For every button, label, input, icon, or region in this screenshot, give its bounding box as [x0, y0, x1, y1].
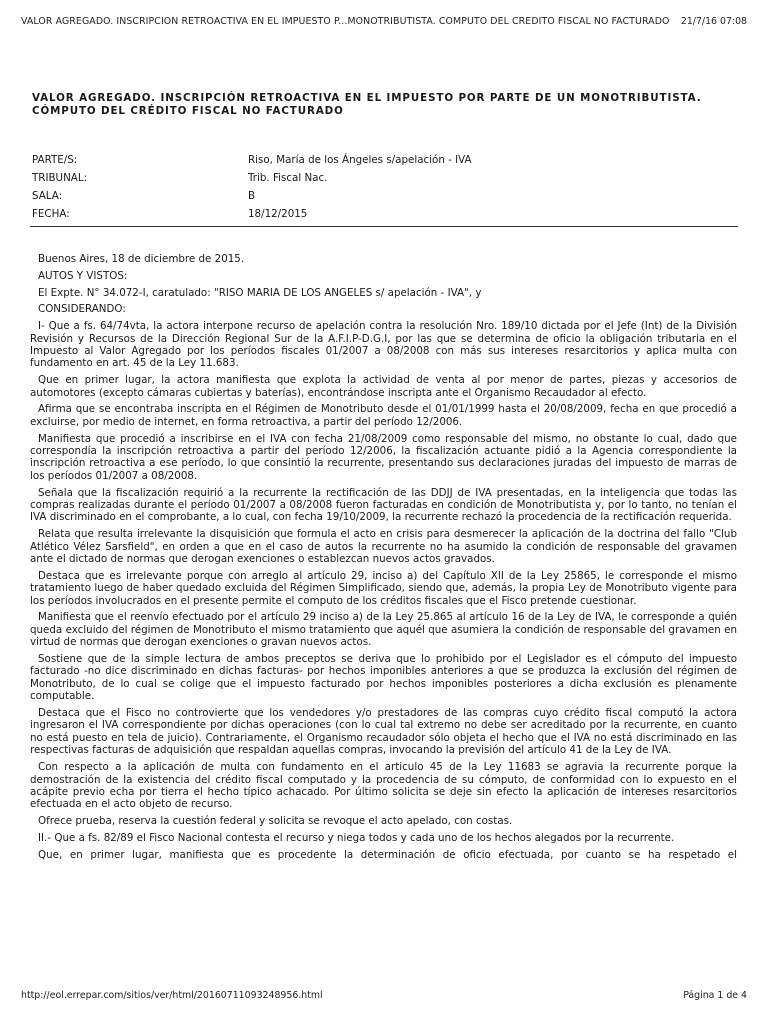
paragraph: Señala que la fiscalización requirió a la recurrente la rectificación de las DDJJ de IVA presentadas, en la inteligencia que todas las compras realizadas durante el período 01/2007 a 08/2008 fueron facturadas en condición de Monotributista y, por lo tanto, no tenían el IVA discriminado en el comprobante, a lo cual, con fecha 19/10/2009, la recurrente rechazó la procedencia de la rectificación requerida.	[30, 486, 737, 524]
meta-value: Trib. Fiscal Nac.	[248, 172, 328, 184]
paragraph: Destaca que el Fisco no controvierte que los vendedores y/o prestadores de las compras cuyo crédito fiscal computó la actora ingresaron el IVA correspondiente por dichas operaciones (con lo cual tal extremo no debe ser acreditado por la recurrente, en cuanto no está puesto en tela de juicio). Contrariamente, el Organismo recaudador sólo objeta el hecho que el IVA no está discriminado en las respectivas facturas de adquisición que respaldan aquellas compras, invocando la previsión del artículo 41 de la Ley de IVA.	[30, 707, 737, 757]
paragraph: Ofrece prueba, reserva la cuestión federal y solicita se revoque el acto apelado, con costas.	[38, 815, 513, 828]
print-header-title: VALOR AGREGADO. INSCRIPCION RETROACTIVA EN EL IMPUESTO P...MONOTRIBUTISTA. COMPUTO DEL CREDITO FISCAL NO FACTURADO	[21, 16, 670, 27]
paragraph: Destaca que es irrelevante porque con arreglo al artículo 29, inciso a) del Capítulo XII de la Ley 25865, le corresponde el mismo tratamiento luego de haber quedado excluida del Régimen Simplificado, siendo que, además, la propia Ley de Monotributo vigente para los períodos involucrados en el presente permite el computo de los créditos fiscales que el Fisco pretende cuestionar.	[30, 569, 737, 607]
paragraph-considerando: CONSIDERANDO:	[38, 303, 126, 316]
paragraph: Con respecto a la aplicación de multa con fundamento en el articulo 45 de la Ley 11683 se agravia la recurrente porque la demostración de la existencia del crédito fiscal computado y la procedencia de su cómputo, de conformidad con lo expuesto en el acápite previo echa por tierra el hecho típico achacado. Por último solicita se deje sin efecto la aplicación de intereses resarcitorios efectuada en el acto objeto de recurso.	[30, 761, 737, 811]
paragraph: I- Que a fs. 64/74vta, la actora interpone recurso de apelación contra la resolución Nro. 189/10 dictada por el Jefe (Int) de la División Revisión y Recursos de la Dirección Regional Sur de la A.F.I.P-D.G.I, por las que se determina de oficio la obligación tributaria en el Impuesto al Valor Agregado por los períodos fiscales 01/2007 a 08/2008 con más sus intereses resarcitorios y aplica multa con fundamento en art. 45 de la Ley 11.683.	[30, 320, 737, 370]
paragraph-case-file: El Expte. N° 34.072-I, caratulado: "RISO MARIA DE LOS ANGELES s/ apelación - IVA", y	[38, 286, 482, 299]
meta-value: B	[248, 190, 256, 202]
paragraph: Que en primer lugar, la actora manifiesta que explota la actividad de venta al por menor de partes, piezas y accesorios de automotores (excepto cámaras cubiertas y baterías), encontrándose inscripta ante el Organismo Recaudador al efecto.	[30, 374, 737, 399]
paragraph: II.- Que a fs. 82/89 el Fisco Nacional contesta el recurso y niega todos y cada uno de los hechos alegados por la recurrente.	[38, 831, 675, 844]
print-header-datetime: 21/7/16 07:08	[680, 16, 747, 27]
section-divider	[30, 226, 738, 227]
document-title: VALOR AGREGADO. INSCRIPCIÓN RETROACTIVA EN EL IMPUESTO POR PARTE DE UN MONOTRIBUTISTA. CÓMPUTO DEL CRÉDITO FISCAL NO FACTURADO	[32, 92, 702, 117]
meta-value: Riso, María de los Ángeles s/apelación - IVA	[248, 154, 472, 166]
meta-row-chamber	[32, 187, 738, 205]
print-header	[21, 16, 747, 27]
meta-row-date	[32, 205, 738, 223]
meta-value: 18/12/2015	[248, 208, 308, 220]
paragraph: Relata que resulta irrelevante la disquisición que formula el acto en crisis para desmerecer la aplicación de la doctrina del fallo "Club Atlético Vélez Sarsfield", en orden a que en el caso de autos la recurrente no ha asumido la condición de responsable del gravamen ante el dictado de normas que derogan exenciones o establezcan nuevos actos gravados.	[30, 528, 737, 566]
paragraph-continued: Que, en primer lugar, manifiesta que es procedente la determinación de oficio efectuada, por cuanto se ha respetado el	[38, 848, 737, 861]
paragraph: Sostiene que de la simple lectura de ambos preceptos se deriva que lo prohibido por el Legislador es el cómputo del impuesto facturado -no dice discriminado en dichas facturas- por hechos imponibles anteriores a que se produzca la exclusión del régimen de Monotributo, de lo cual se colige que el impuesto facturado por hechos imponibles posteriores a dicha exclusión es plenamente computable.	[30, 653, 737, 703]
meta-label: TRIBUNAL:	[32, 172, 88, 184]
page-number: Página 1 de 4	[683, 990, 747, 1001]
case-metadata	[32, 151, 738, 223]
paragraph-autos-vistos: AUTOS Y VISTOS:	[38, 269, 128, 282]
meta-label: FECHA:	[32, 208, 70, 220]
document-body	[30, 253, 737, 866]
print-footer	[21, 990, 747, 1001]
meta-row-court	[32, 169, 738, 187]
meta-label: SALA:	[32, 190, 63, 202]
source-url: http://eol.errepar.com/sitios/ver/html/20160711093248956.html	[21, 990, 323, 1001]
paragraph: Manifiesta que procedió a inscribirse en el IVA con fecha 21/08/2009 como responsable del mismo, no obstante lo cual, dado que correspondía la inscripción retroactiva a partir del período 12/2006, la fiscalización actuante pidió a la Agencia correspondiente la inscripción retroactiva a ese período, lo que consintió la recurrente, presentando sus declaraciones juradas del impuesto de marras de los períodos 01/2007 a 08/2008.	[30, 432, 737, 482]
meta-label: PARTE/S:	[32, 154, 78, 166]
paragraph: Afirma que se encontraba inscripta en el Régimen de Monotributo desde el 01/01/1999 hasta el 20/08/2009, fecha en que procedió a excluirse, por medio de internet, en forma retroactiva, a partir del período 12/2006.	[30, 403, 737, 428]
meta-row-parties	[32, 151, 738, 169]
paragraph: Manifiesta que el reenvío efectuado por el artículo 29 inciso a) de la Ley 25.865 al artículo 16 de la Ley de IVA, le corresponde a quién queda excluido del régimen de Monotributo el mismo tratamiento que aquél que asumiera la condición de responsable del gravamen en virtud de normas que derogan exenciones o gravan nuevos actos.	[30, 611, 737, 649]
paragraph-place-date: Buenos Aires, 18 de diciembre de 2015.	[38, 253, 245, 265]
